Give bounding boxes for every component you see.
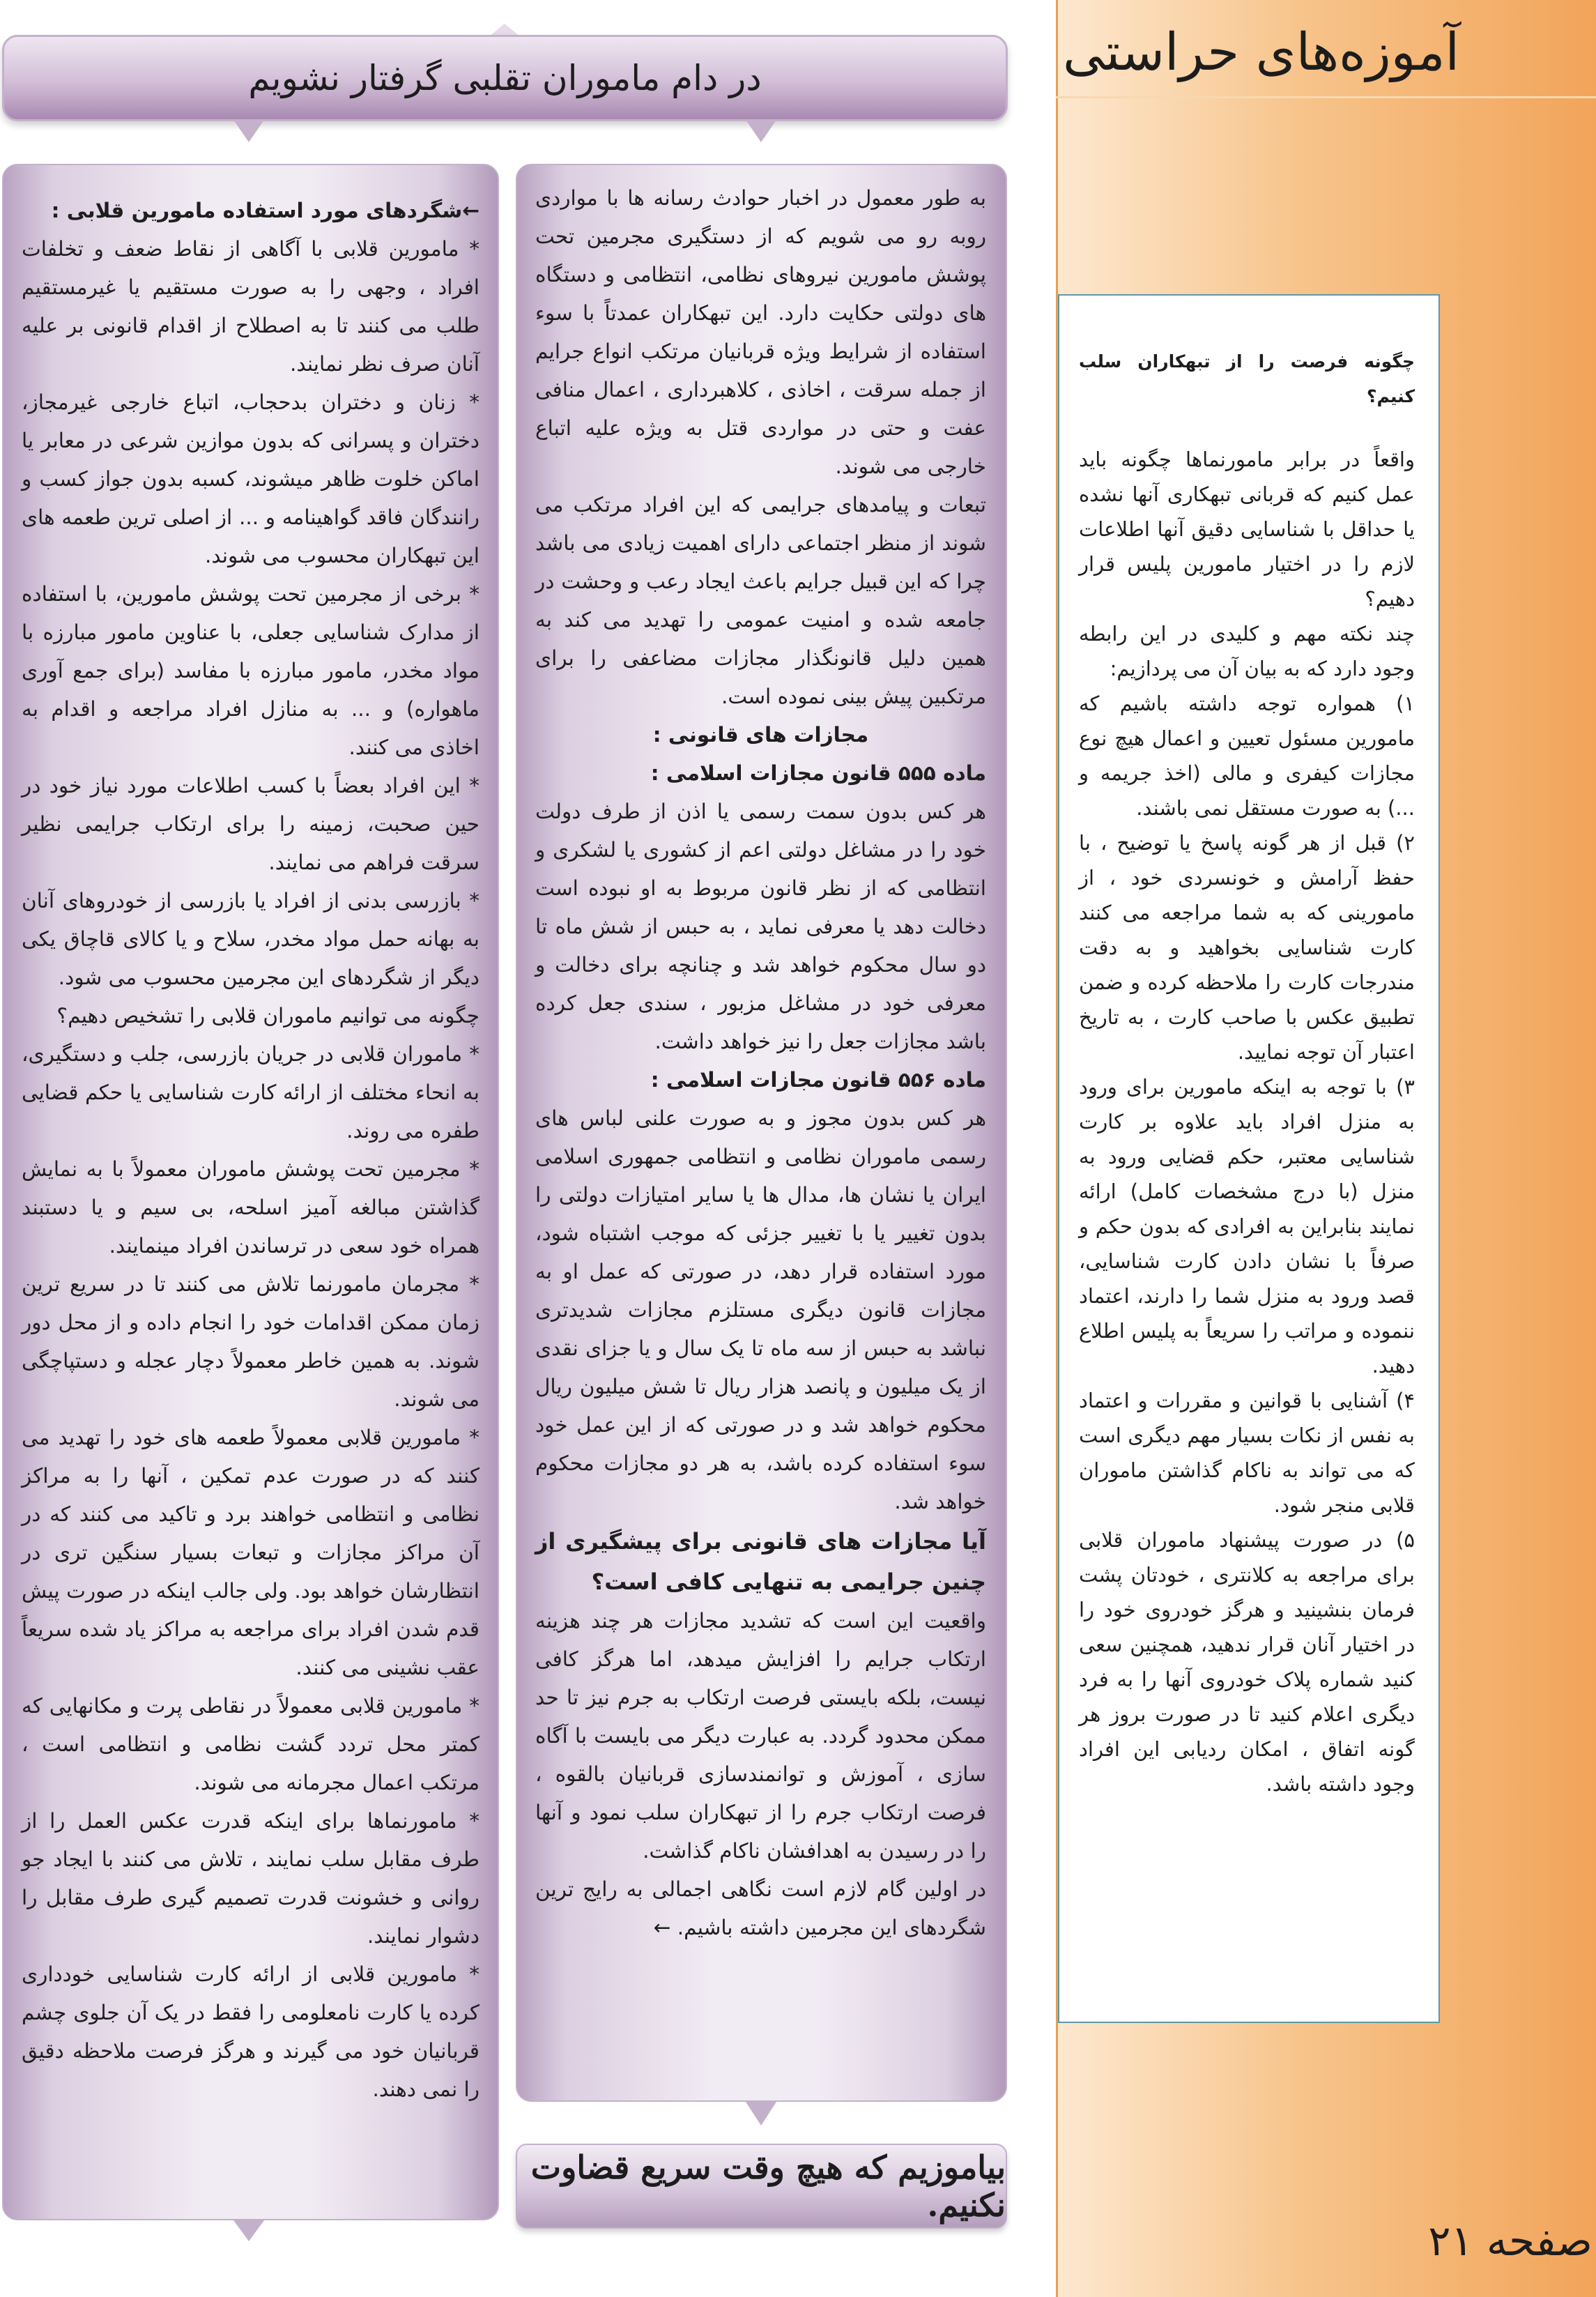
paragraph: به طور معمول در اخبار حوادث رسانه ها با مواردی روبه رو می شویم که از دستگیری مجرمین تحت پوشش مامورین نیروهای نظامی، انتظامی و دستگاه های دولتی حکایت دارد. این تبهکاران عمدتاً با سوء استفاده از شرایط ویژه قربانیان مرتکب انواع جرایم از جمله سرقت ، اخاذی ، کلاهبرداری ، اعمال منافی عفت و حتی در مواردی قتل به ویژه علیه اتباع خارجی می شوند. xyxy=(535,186,986,478)
tips-paragraph: ۵) در صورت پیشنهاد ماموران قلابی برای مراجعه به کلانتری ، خودتان پشت فرمان بنشینید و هرگز خودروی خود را در اختیار آنان قرار ندهید، همچنین سعی کنید شماره پلاک خودروی آنها را به فرد دیگری اعلام کنید تا در صورت بروز هر گونه اتفاق ، امکان ردیابی این افراد وجود داشته باشد. xyxy=(1079,1528,1415,1796)
list-item: * مجرمین تحت پوشش ماموران معمولاً با به نمایش گذاشتن مبالغه آمیز اسلحه، بی سیم و یا دستبند همراه خود سعی در ترساندن افراد مینمایند. xyxy=(22,1157,479,1258)
list-item: * مامورین قلابی با آگاهی از نقاط ضعف و تخلفات افراد ، وجهی را به صورت مستقیم یا غیرمستقیم طلب می کنند تا به اصطلاح از اقدام قانونی بر علیه آنان صرف نظر نمایند. xyxy=(22,237,479,376)
page-number: صفحه ۲۱ xyxy=(1428,2217,1593,2266)
list-item: * مجرمان مامورنما تلاش می کنند تا در سریع ترین زمان ممکن اقدامات خود را انجام داده و از محل دور شوند. به همین خاطر معمولاً دچار عجله و دستپاچگی می شوند. xyxy=(22,1272,479,1411)
column-pointer xyxy=(746,2102,776,2126)
paragraph: هر کس بدون سمت رسمی یا اذن از طرف دولت خود را در مشاغل دولتی اعم از کشوری یا لشکری و انتظامی که از نظر قانون مربوط به او نبوده است دخالت دهد یا معرفی نماید ، به حبس از شش ماه تا دو سال محکوم خواهد شد و چنانچه برای دخالت و معرفی خود در مشاغل مزبور ، سندی جعل کرده باشد مجازات جعل را نیز خواهد داشت. xyxy=(535,800,986,1053)
article-title: در دام ماموران تقلبی گرفتار نشویم xyxy=(2,35,1008,121)
paragraph: هر کس بدون مجوز و به صورت علنی لباس های رسمی ماموران نظامی و انتظامی جمهوری اسلامی ایران یا نشان ها، مدال ها یا سایر امتیازات دولتی را بدون تغییر یا با تغییر جزئی که موجب اشتباه شود، مورد استفاده قرار دهد، در صورتی که عمل او به مجازات قانون دیگری مستلزم مجازات شدیدتری نباشد به حبس از سه ماه تا یک سال و یا جزای نقدی از یک میلیون و پانصد هزار ریال تا شش میلیون ریال محکوم خواهد شد و در صورتی که از این عمل خود سوء استفاده کرده باشد، به هر دو مجازات محکوم خواهد شد. xyxy=(535,1106,986,1513)
tips-paragraph: ۲) قبل از هر گونه پاسخ یا توضیح ، با حفظ آرامش و خونسردی خود ، از مامورینی که به شما مراجعه می کنند کارت شناسایی بخواهید و به دقت مندرجات کارت را ملاحظه کرده و ضمن تطبیق عکس با صاحب کارت ، به تاریخ اعتبار آن توجه نمایید. xyxy=(1079,831,1415,1064)
tips-box xyxy=(1058,294,1440,2023)
list-item: * برخی از مجرمین تحت پوشش مامورین، با استفاده از مدارک شناسایی جعلی، با عناوین مامور مبارزه با مواد مخدر، مامور مبارزه با مفاسد (برای جمع آوری ماهواره) و ... به منازل افراد مراجعه و اقدام به اخاذی می کنند. xyxy=(22,582,479,759)
list-heading: چگونه می توانیم ماموران قلابی را تشخیص دهیم؟ xyxy=(56,1004,479,1028)
list-item: * مامورین قلابی معمولاً در نقاطی پرت و مکانهایی که کمتر محل تردد گشت نظامی و انتظامی است ، مرتکب اعمال مجرمانه می شوند. xyxy=(22,1694,479,1794)
list-item: * زنان و دختران بدحجاب، اتباع خارجی غیرمجاز، دختران و پسرانی که بدون موازین شرعی در معابر یا اماکن خلوت ظاهر میشوند، کسبه بدون جواز کسب و رانندگان فاقد گواهینامه و ... از اصلی ترین طعمه های این تبهکاران محسوب می شوند. xyxy=(22,390,479,567)
tips-paragraph: واقعاً در برابر مامورنماها چگونه باید عمل کنیم که قربانی تبهکاری آنها نشده یا حداقل با شناسایی دقیق آنها اطلاعات لازم را در اختیار مامورین پلیس قرار دهیم؟ xyxy=(1079,448,1415,611)
list-item: * مامورنماها برای اینکه قدرت عکس العمل را از طرف مقابل سلب نمایند ، تلاش می کنند با ایجاد جو روانی و خشونت قدرت تصمیم گیری طرف مقابل را دشوار نمایند. xyxy=(22,1809,479,1948)
paragraph: در اولین گام لازم است نگاهی اجمالی به رایج ترین شگردهای این مجرمین داشته باشیم. ← xyxy=(535,1877,986,1939)
section-title: آموزه‌های حراستی xyxy=(1063,22,1460,82)
list-item: * مامورین قلابی معمولاً طعمه های خود را تهدید می کنند که در صورت عدم تمکین ، آنها را به مراکز نظامی و انتظامی خواهند برد و تاکید می کنند که در آن مراکز مجازات و تبعات بسیار سنگین تری در انتظارشان خواهد بود. ولی جالب اینکه در صورت پیش قدم شدن افراد برای مراجعه به مراکز یاد شده سریعاً عقب نشینی می کنند. xyxy=(22,1426,479,1679)
list-item: * مامورین قلابی از ارائه کارت شناسایی خودداری کرده یا کارت نامعلومی را فقط در یک آن جلوی چشم قربانیان خود می گیرند و هرگز فرصت ملاحظه دقیق را نمی دهند. xyxy=(22,1962,479,2101)
list-item: * ماموران قلابی در جریان بازرسی، جلب و دستگیری، به انحاء مختلف از ارائه کارت شناسایی یا حکم قضایی طفره می روند. xyxy=(22,1042,479,1143)
subheading: آیا مجازات های قانونی برای پیشگیری از چنین جرایمی به تنهایی کافی است؟ xyxy=(535,1528,986,1595)
banner-pointer xyxy=(233,120,264,142)
paragraph: واقعیت این است که تشدید مجازات هر چند هزینه ارتکاب جرایم را افزایش میدهد، اما هرگز کافی نیست، بلکه بایستی فرصت ارتکاب به جرم نیز تا حد ممکن محدود گردد. به عبارت دیگر می بایست با آگاه سازی ، آموزش و توانمندسازی قربانیان بالقوه ، فرصت ارتکاب جرم را از تبهکاران سلب نمود و آنها را در رسیدن به اهدافشان ناکام گذاشت. xyxy=(535,1609,986,1863)
tips-paragraph: ۱) همواره توجه داشته باشیم که مامورین مسئول تعیین و اعمال هیچ نوع مجازات کیفری و مالی (اخذ جریمه و ...) به صورت مستقل نمی باشند. xyxy=(1079,692,1415,820)
list-item: * این افراد بعضاً با کسب اطلاعات مورد نیاز خود در حین صحبت، زمینه را برای ارتکاب جرایمی نظیر سرقت فراهم می نمایند. xyxy=(22,774,479,874)
tips-paragraph: ۳) با توجه به اینکه مامورین برای ورود به منزل افراد باید علاوه بر کارت شناسایی معتبر، حکم قضایی ورود به منزل (با درج مشخصات کامل) ارائه نمایند بنابراین به افرادی که بدون حکم و صرفاً با نشان دادن کارت شناسایی، قصد ورود به منزل شما را دارند، اعتماد ننموده و مراتب را سریعاً به پلیس اطلاع دهید. xyxy=(1079,1075,1415,1378)
slogan-banner: بیاموزیم که هیچ وقت سریع قضاوت نکنیم. xyxy=(516,2144,1007,2229)
tips-paragraph: چند نکته مهم و کلیدی در این رابطه وجود دارد که به بیان آن می پردازیم: xyxy=(1079,622,1415,680)
subheading: ماده ۵۵۵ قانون مجازات اسلامی : xyxy=(650,761,986,785)
article-column-right xyxy=(516,164,1007,2102)
tips-box-question: چگونه فرصت را از تبهکاران سلب کنیم؟ xyxy=(1079,351,1415,406)
divider xyxy=(1056,96,1596,98)
subheading: ماده ۵۵۶ قانون مجازات اسلامی : xyxy=(650,1068,986,1092)
column-pointer xyxy=(233,2220,264,2241)
subheading: مجازات های قانونی : xyxy=(652,723,869,747)
list-item: * بازرسی بدنی از افراد یا بازرسی از خودروهای آنان به بهانه حمل مواد مخدر، سلاح و یا کالای قاچاق یکی دیگر از شگردهای این مجرمین محسوب می شود. xyxy=(22,889,479,989)
article-column-left xyxy=(2,164,499,2220)
banner-pointer xyxy=(746,120,776,142)
tips-paragraph: ۴) آشنایی با قوانین و مقررات و اعتماد به نفس از نکات بسیار مهم دیگری است که می تواند به ناکام گذاشتن ماموران قلابی منجر شود. xyxy=(1079,1389,1415,1517)
paragraph: تبعات و پیامدهای جرایمی که این افراد مرتکب می شوند از منظر اجتماعی دارای اهمیت زیادی می باشد چرا که این قبیل جرایم باعث ایجاد رعب و وحشت در جامعه شده و امنیت عمومی را تهدید می کند به همین دلیل قانونگذار مجازات مضاعفی را برای مرتکبین پیش بینی نموده است. xyxy=(535,493,986,708)
subheading: ←شگردهای مورد استفاده مامورین قلابی : xyxy=(51,199,479,222)
